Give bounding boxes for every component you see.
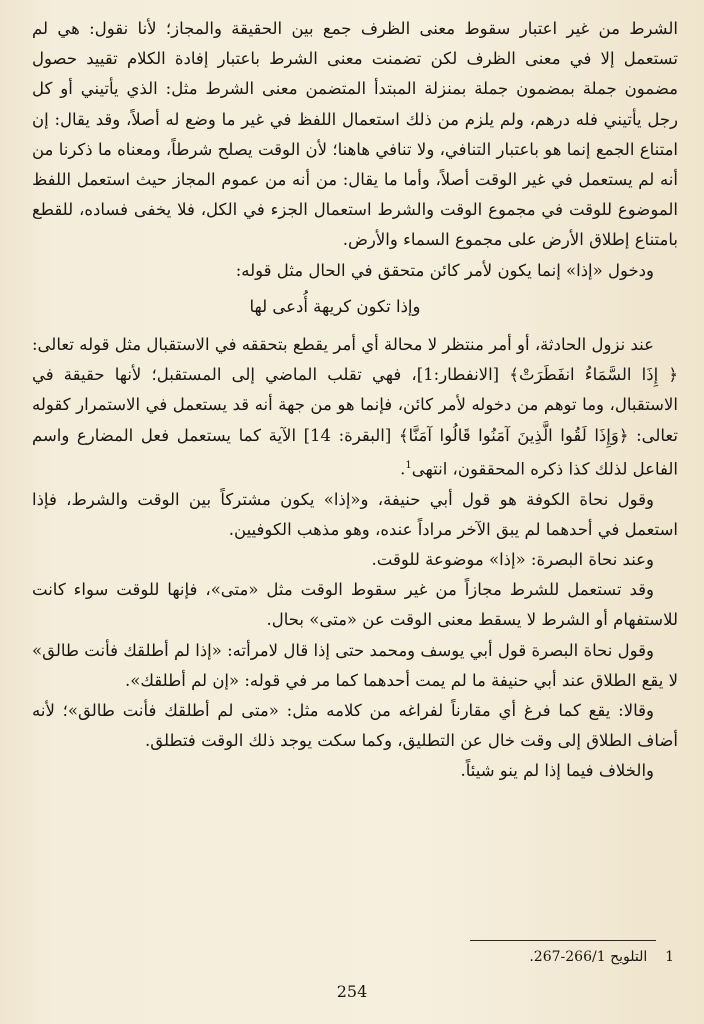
paragraph-4: وقول نحاة الكوفة هو قول أبي حنيفة، و«إذا» يكون مشتركاً بين الوقت والشرط، فإذا استعمل في أحدهما لم يبق الآخر مراداً عنده، وهو مذهب الكوفيين. bbox=[32, 489, 678, 539]
paragraph-8: وقالا: يقع كما فرغ أي مقارناً لفراغه من كلامه مثل: «متى لم أطلقك فأنت طالق»؛ لأنه أضاف الطلاق إلى وقت خال عن التطليق، وكما سكت يوجد ذلك الوقت فتطلق. bbox=[32, 700, 678, 751]
footnote-number: 1 bbox=[665, 949, 674, 965]
paragraph-3-text: عند نزول الحادثة، أو أمر منتظر لا محالة أي أمر يقطع بتحققه في الاستقبال مثل قوله تعالى: ﴿ إِذَا السَّمَاءُ انفَطَرَتْ﴾ [الانفطار:1]، فهي تقلب الماضي إلى المستقبل؛ لأنها حقيقة في الاستقبال، وما توهم من دخوله لأمر كائن، فإنما هو من جهة أنه قد يستعمل في الاستمرار كقوله تعالى: ﴿وَإِذَا لَقُوا الَّذِينَ آمَنُوا قَالُوا آمَنَّا﴾ [البقرة: 14] الآية كما يستعمل فعل المضارع واسم الفاعل لذلك كذا ذكره المحققون، انتهى bbox=[32, 335, 678, 479]
paragraph-3: عند نزول الحادثة، أو أمر منتظر لا محالة أي أمر يقطع بتحققه في الاستقبال مثل قوله تعالى: ﴿ إِذَا السَّمَاءُ انفَطَرَتْ﴾ [الانفطار:1]، فهي تقلب الماضي إلى المستقبل؛ لأنها حقيقة في الاستقبال، وما توهم من دخوله لأمر كائن، فإنما هو من جهة أنه قد يستعمل في الاستمرار كقوله تعالى: ﴿وَإِذَا لَقُوا الَّذِينَ آمَنُوا قَالُوا آمَنَّا﴾ [البقرة: 14] الآية كما يستعمل فعل المضارع واسم الفاعل لذلك كذا ذكره المحققون، انتهى$^1$. bbox=[32, 335, 678, 479]
footnote-divider bbox=[470, 940, 656, 941]
paragraph-5: وعند نحاة البصرة: «إذا» موضوعة للوقت. bbox=[371, 549, 654, 569]
footnote bbox=[300, 946, 674, 968]
paragraph-9: والخلاف فيما إذا لم ينو شيئاً. bbox=[460, 761, 654, 781]
paragraph-6: وقد تستعمل للشرط مجازاً من غير سقوط الوقت مثل «متى»، فإنها للوقت سواء كانت للاستفهام أو الشرط لا يسقط معنى الوقت عن «متى» بحال. bbox=[32, 580, 678, 630]
page-number: 254 bbox=[336, 982, 368, 1001]
main-text bbox=[32, 14, 678, 787]
poetry-verse: وإذا تكون كريهة أُدعى لها bbox=[249, 296, 421, 316]
paragraph-2: ودخول «إذا» إنما يكون لأمر كائن متحقق في الحال مثل قوله: bbox=[235, 260, 654, 280]
paragraph-1: الشرط من غير اعتبار سقوط معنى الظرف جمع بين الحقيقة والمجاز؛ لأنا نقول: هي لم تستعمل إلا في معنى الظرف لكن تضمنت معنى الشرط باعتبار إفادة الكلام تقييد حصول مضمون جملة بمضمون جملة بمنزلة المبتدأ المتضمن معنى الشرط مثل: الذي يأتيني أو كل رجل يأتيني فله درهم، ولم يلزم من ذلك استعمال اللفظ في غير ما وضع له أصلاً، وقد يقال: إن امتناع الجمع إنما هو باعتبار التنافي، ولا تنافي هاهنا؛ لأن الوقت يصلح شرطاً، ومعناه ما ذكرنا من أنه لم يستعمل في غير الوقت أصلاً، وأما ما يقال: من أنه من عموم المجاز حيث استعمل اللفظ الموضوع للوقت في مجموع الوقت والشرط استعمال الجزء في الكل، فلا يخفى فساده، للقطع بامتناع إطلاق الأرض على مجموع السماء والأرض. bbox=[32, 19, 678, 250]
paragraph-7: وقول نحاة البصرة قول أبي يوسف ومحمد حتى إذا قال لامرأته: «إذا لم أطلقك فأنت طالق» لا يقع الطلاق عند أبي حنيفة ما لم يمت أحدهما كما مر في قوله: «إن لم أطلقك». bbox=[32, 640, 678, 690]
footnote-marker: 1 bbox=[405, 459, 412, 471]
footnote-text: التلويح 266/1-267. bbox=[529, 949, 648, 965]
